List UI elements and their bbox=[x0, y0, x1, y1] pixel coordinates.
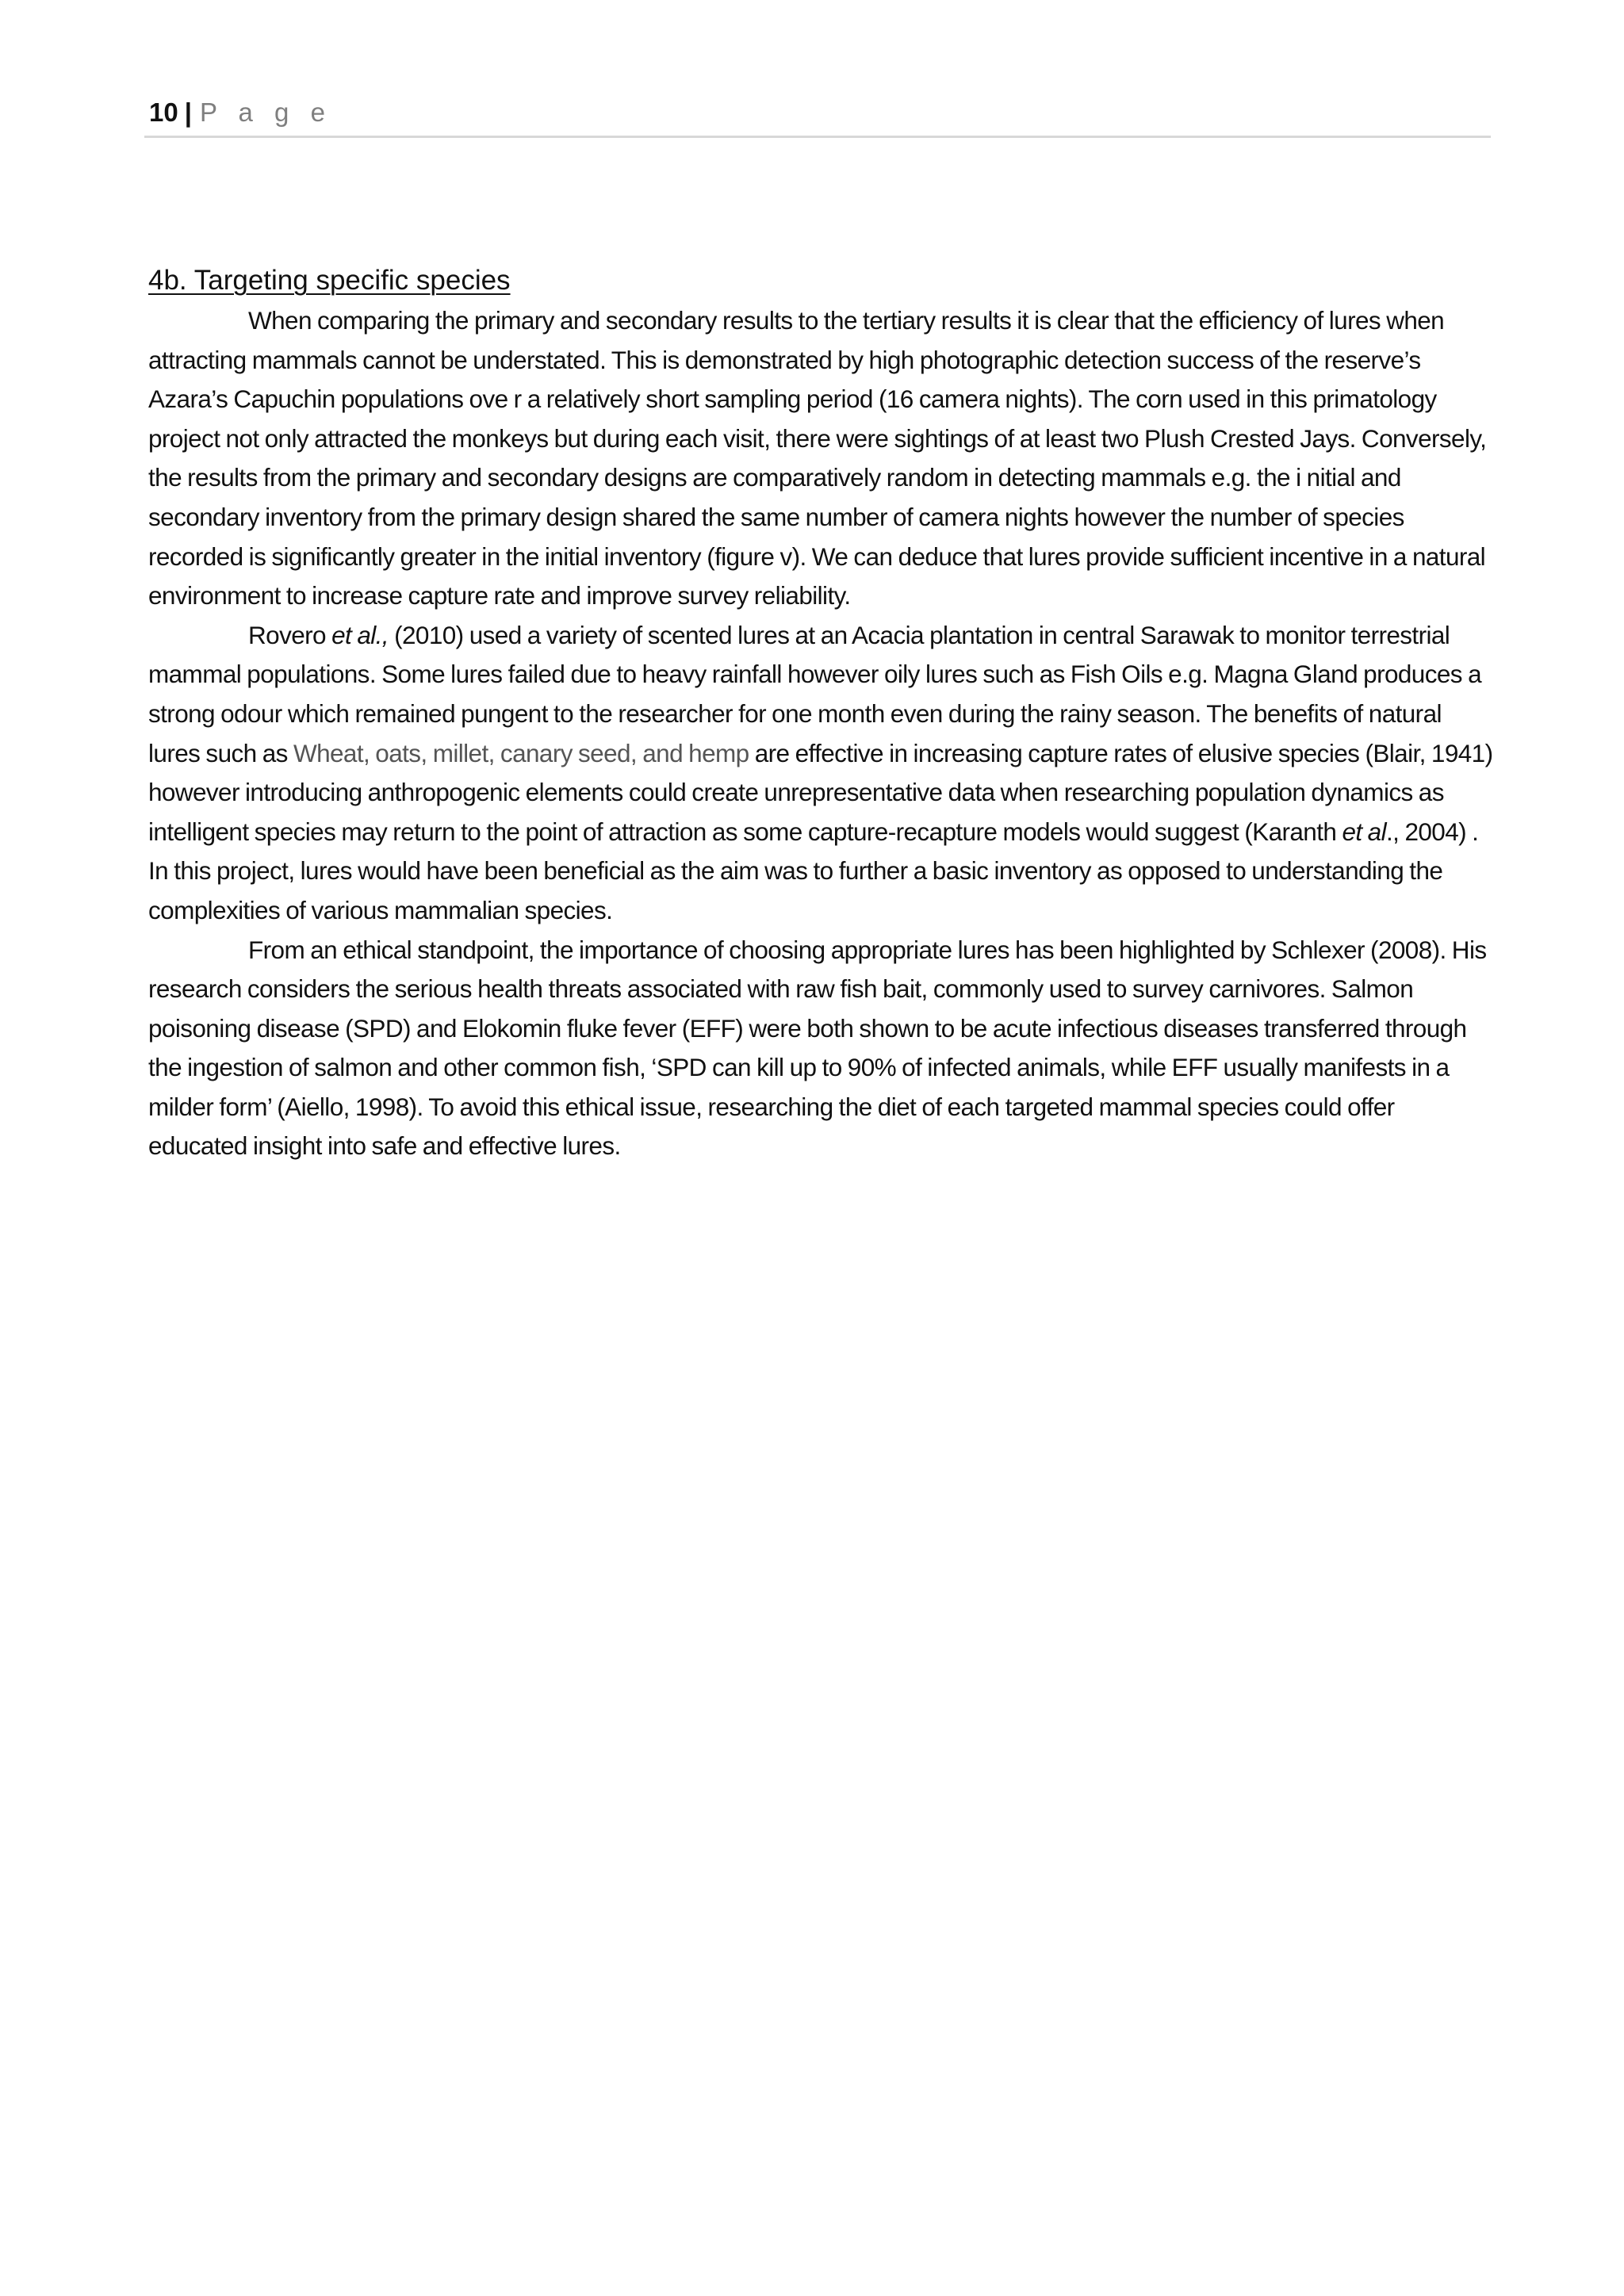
paragraph-2-part1: Rovero bbox=[248, 620, 332, 649]
page-number-label bbox=[149, 97, 332, 128]
page-header bbox=[144, 94, 1491, 138]
page-separator: | bbox=[184, 98, 192, 127]
paragraph-3: From an ethical standpoint, the importance of choosing appropriate lures has been highlighted by Schlexer (2008). His research considers the serious health threats associated with raw fish bait, commonly used to survey carnivores. Salmon poisoning disease (SPD) and Elokomin fluke fever (EFF) were both shown to be acute infectious diseases transferred through the ingestion of salmon and other common fish, ‘SPD can kill up to 90% of infected animals, while EFF usually manifests in a milder form’ (Aiello, 1998). To avoid this ethical issue, researching the diet of each targeted mammal species could offer educated insight into safe and effective lures. bbox=[148, 935, 1487, 1161]
citation-et-al-karanth: et al bbox=[1342, 817, 1386, 846]
section-heading: 4b. Targeting specific species bbox=[148, 265, 511, 296]
paragraph-1: When comparing the primary and secondary results to the tertiary results it is clear that the efficiency of lures when attracting mammals cannot be understated. This is demonstrated by high photographic detection success of the reserve’s Azara’s Capuchin populations ove r a relatively short sampling period (16 camera nights). The corn used in this primatology project not only attracted the monkeys but during each visit, there were sightings of at least two Plush Crested Jays. Conversely, the results from the primary and secondary designs are comparatively random in detecting mammals e.g. the i nitial and secondary inventory from the primary design shared the same number of camera nights however the number of species recorded is significantly greater in the initial inventory (figure v). We can deduce that lures provide sufficient incentive in a natural environment to increase capture rate and improve survey reliability. bbox=[148, 306, 1487, 610]
page-number: 10 bbox=[149, 98, 178, 127]
paragraph-2-part3: are effective in increasing capture rates of elusive species (Blair, 1941) however introducing anthropogenic elements could create unrepresentative data when researching population dynamics as intelligent species may return to the point of attraction as some capture-recapture models would suggest (Karanth bbox=[148, 738, 1493, 846]
citation-et-al-rovero: et al., bbox=[331, 620, 389, 649]
natural-lures-list: Wheat, oats, millet, canary seed, and hemp bbox=[293, 738, 749, 767]
document-body bbox=[148, 260, 1496, 1166]
page-word: P a g e bbox=[199, 98, 332, 127]
paragraph-2-part2: (2010) used a variety of scented lures at an Acacia plantation in central Sarawak to monitor terrestrial mammal populations. Some lures failed due to heavy rainfall however oily lures such as Fish Oils e.g. Magna Gland produces a strong odour which remained pungent to the researcher for one month even during the rainy season. The benefits of natural lures such as bbox=[148, 620, 1481, 767]
paragraph-2 bbox=[148, 616, 1496, 931]
paragraph-2-part4: ., 2004) . In this project, lures would have been beneficial as the aim was to further a basic inventory as opposed to understanding the complexities of various mammalian species. bbox=[148, 817, 1479, 924]
